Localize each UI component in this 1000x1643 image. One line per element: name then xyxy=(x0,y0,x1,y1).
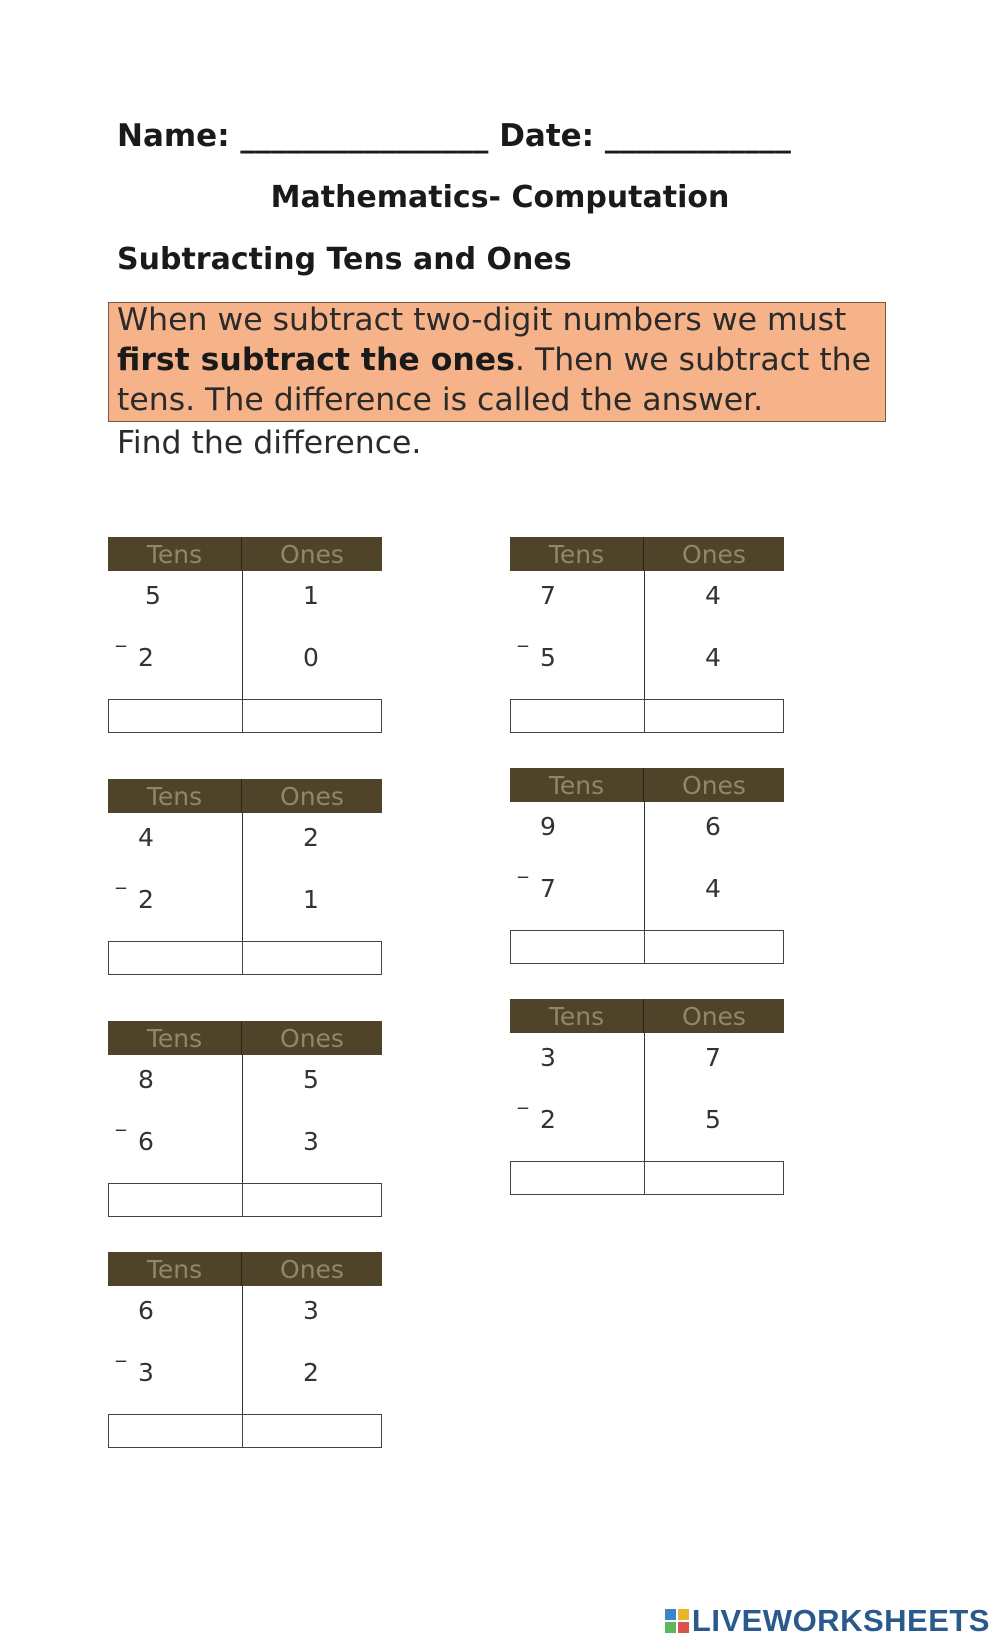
tens-header: Tens xyxy=(510,999,644,1033)
answer-tens-box[interactable] xyxy=(510,699,645,733)
top-tens-digit: 7 xyxy=(540,581,556,610)
ones-header: Ones xyxy=(242,1021,382,1055)
top-ones-digit: 2 xyxy=(303,823,319,852)
bottom-tens-digit: 2 xyxy=(540,1105,556,1134)
minus-sign: _ xyxy=(116,1338,126,1362)
minus-sign: _ xyxy=(116,623,126,647)
tens-header: Tens xyxy=(108,1252,242,1286)
instruction: Find the difference. xyxy=(117,425,422,461)
bottom-ones-digit: 4 xyxy=(705,643,721,672)
column-divider xyxy=(644,802,645,930)
page-title: Mathematics- Computation xyxy=(270,180,730,215)
bottom-tens-digit: 6 xyxy=(138,1127,154,1156)
top-ones-digit: 1 xyxy=(303,581,319,610)
answer-ones-box[interactable] xyxy=(242,1183,382,1217)
tens-header: Tens xyxy=(510,768,644,802)
top-ones-digit: 3 xyxy=(303,1296,319,1325)
answer-tens-box[interactable] xyxy=(108,1414,243,1448)
answer-tens-box[interactable] xyxy=(510,1161,645,1195)
info-text xyxy=(117,300,877,420)
minus-sign: _ xyxy=(518,1085,528,1109)
ones-header: Ones xyxy=(644,768,784,802)
top-tens-digit: 3 xyxy=(540,1043,556,1072)
date-blank[interactable]: ____________ xyxy=(604,118,791,154)
section-title: Subtracting Tens and Ones xyxy=(117,242,572,277)
top-tens-digit: 4 xyxy=(138,823,154,852)
bottom-tens-digit: 2 xyxy=(138,643,154,672)
top-tens-digit: 8 xyxy=(138,1065,154,1094)
answer-ones-box[interactable] xyxy=(242,1414,382,1448)
top-ones-digit: 7 xyxy=(705,1043,721,1072)
subtraction-problem xyxy=(108,537,382,733)
answer-tens-box[interactable] xyxy=(108,699,243,733)
top-ones-digit: 5 xyxy=(303,1065,319,1094)
bottom-ones-digit: 5 xyxy=(705,1105,721,1134)
top-tens-digit: 5 xyxy=(145,581,161,610)
answer-ones-box[interactable] xyxy=(644,930,784,964)
ones-header: Ones xyxy=(644,999,784,1033)
bottom-ones-digit: 3 xyxy=(303,1127,319,1156)
ones-header: Ones xyxy=(242,779,382,813)
liveworksheets-logo xyxy=(664,1603,990,1639)
bottom-tens-digit: 7 xyxy=(540,874,556,903)
top-tens-digit: 9 xyxy=(540,812,556,841)
minus-sign: _ xyxy=(518,623,528,647)
column-divider xyxy=(242,813,243,941)
minus-sign: _ xyxy=(116,865,126,889)
answer-ones-box[interactable] xyxy=(644,699,784,733)
answer-tens-box[interactable] xyxy=(108,1183,243,1217)
ones-header: Ones xyxy=(242,537,382,571)
tens-header: Tens xyxy=(108,537,242,571)
logo-text: LIVEWORKSHEETS xyxy=(691,1603,990,1638)
name-label: Name: xyxy=(117,118,230,154)
logo-icon xyxy=(664,1608,690,1634)
answer-ones-box[interactable] xyxy=(242,941,382,975)
column-divider xyxy=(242,1055,243,1183)
column-divider xyxy=(242,571,243,699)
tens-header: Tens xyxy=(108,1021,242,1055)
bottom-tens-digit: 2 xyxy=(138,885,154,914)
ones-header: Ones xyxy=(242,1252,382,1286)
column-divider xyxy=(644,1033,645,1161)
top-ones-digit: 4 xyxy=(705,581,721,610)
minus-sign: _ xyxy=(116,1107,126,1131)
tens-header: Tens xyxy=(108,779,242,813)
subtraction-problem xyxy=(510,768,784,964)
column-divider xyxy=(242,1286,243,1414)
bottom-tens-digit: 5 xyxy=(540,643,556,672)
answer-ones-box[interactable] xyxy=(644,1161,784,1195)
answer-tens-box[interactable] xyxy=(108,941,243,975)
bottom-tens-digit: 3 xyxy=(138,1358,154,1387)
answer-ones-box[interactable] xyxy=(242,699,382,733)
bottom-ones-digit: 1 xyxy=(303,885,319,914)
bottom-ones-digit: 0 xyxy=(303,643,319,672)
top-tens-digit: 6 xyxy=(138,1296,154,1325)
ones-header: Ones xyxy=(644,537,784,571)
bottom-ones-digit: 4 xyxy=(705,874,721,903)
top-ones-digit: 6 xyxy=(705,812,721,841)
subtraction-problem xyxy=(108,779,382,975)
date-label: Date: xyxy=(499,118,595,154)
subtraction-problem xyxy=(108,1021,382,1217)
info-text-part2: . Then we subtract the tens. The difference is called the answer. xyxy=(117,342,872,418)
minus-sign: _ xyxy=(518,854,528,878)
bottom-ones-digit: 2 xyxy=(303,1358,319,1387)
info-text-bold: first subtract the ones xyxy=(117,342,515,378)
tens-header: Tens xyxy=(510,537,644,571)
info-text-part1: When we subtract two-digit numbers we must xyxy=(117,302,847,338)
subtraction-problem xyxy=(510,999,784,1195)
name-blank[interactable]: ________________ xyxy=(240,118,489,154)
subtraction-problem xyxy=(510,537,784,733)
column-divider xyxy=(644,571,645,699)
subtraction-problem xyxy=(108,1252,382,1448)
name-date-line xyxy=(117,118,791,154)
answer-tens-box[interactable] xyxy=(510,930,645,964)
